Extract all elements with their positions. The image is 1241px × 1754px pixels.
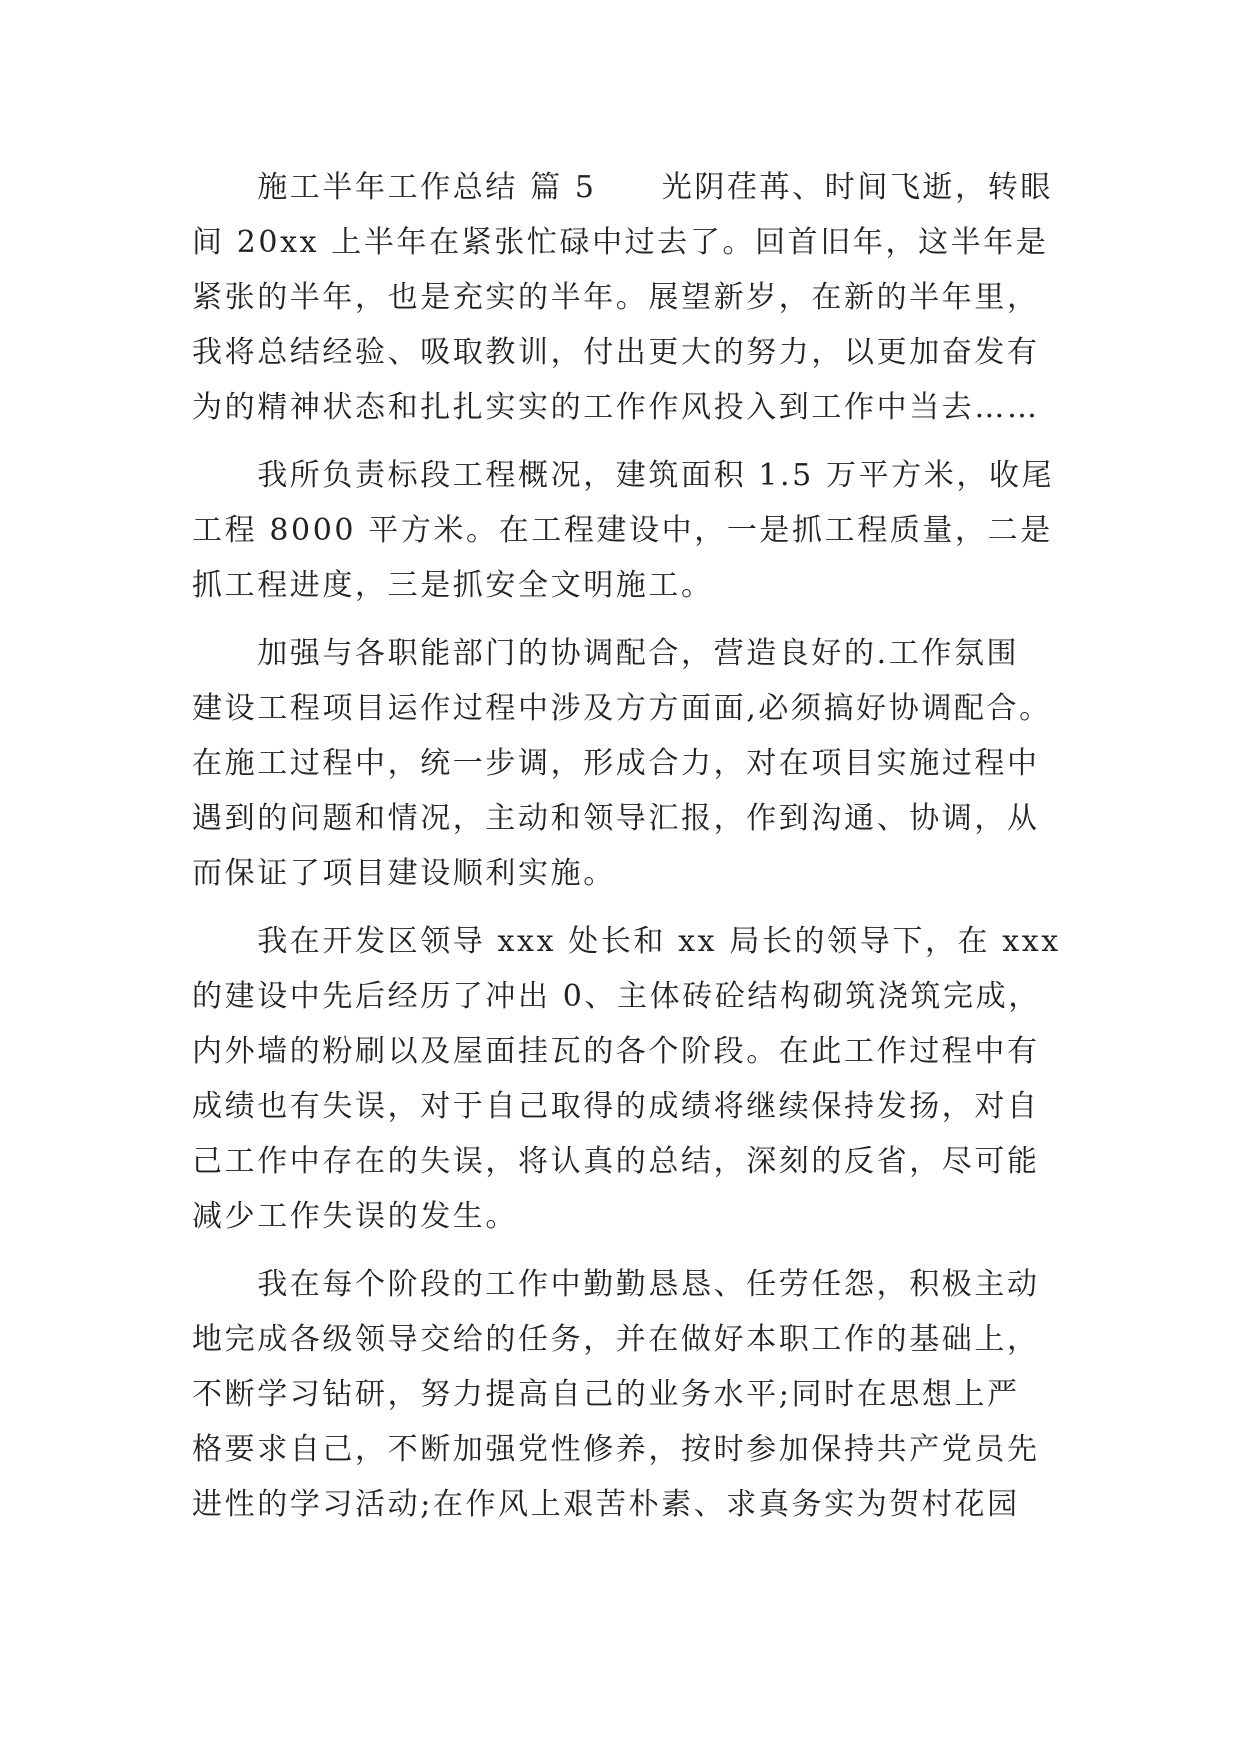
paragraph-3-line-4: 遇到的问题和情况，主动和领导汇报，作到沟通、协调，从 [192,801,1040,836]
paragraph-5-line-1: 我在每个阶段的工作中勤勤恳恳、任劳任怨，积极主动 [192,1267,1040,1302]
paragraph-4-line-6: 减少工作失误的发生。 [192,1199,518,1234]
paragraph-3-line-3: 在施工过程中，统一步调，形成合力，对在项目实施过程中 [192,746,1040,781]
paragraph-1-line-2: 间 20xx 上半年在紧张忙碌中过去了。回首旧年，这半年是 [192,225,1049,260]
paragraph-5-line-4: 格要求自己，不断加强党性修养，按时参加保持共产党员先 [192,1432,1040,1467]
paragraph-3-line-2: 建设工程项目运作过程中涉及方方面面,必须搞好协调配合。 [192,691,1052,726]
document-body [192,160,1061,1532]
paragraph-4-line-2: 的建设中先后经历了冲出 0、主体砖砼结构砌筑浇筑完成， [192,979,1041,1014]
paragraph-1-line-4: 我将总结经验、吸取教训，付出更大的努力，以更加奋发有 [192,335,1040,370]
paragraph-2-line-2: 工程 8000 平方米。在工程建设中，一是抓工程质量，二是 [192,513,1053,548]
paragraph-1-line-1: 施工半年工作总结 篇 5 光阴荏苒、时间飞逝，转眼 [192,170,1053,205]
paragraph-2-line-1: 我所负责标段工程概况，建筑面积 1.5 万平方米，收尾 [192,458,1055,493]
paragraph-3-line-5: 而保证了项目建设顺利实施。 [192,856,616,891]
paragraph-5-line-3: 不断学习钻研，努力提高自己的业务水平;同时在思想上严 [192,1377,1020,1412]
paragraph-5-line-2: 地完成各级领导交给的任务，并在做好本职工作的基础上， [192,1322,1040,1357]
paragraph-3-line-1: 加强与各职能部门的协调配合，营造良好的.工作氛围 [192,636,1020,671]
paragraph-5-line-5: 进性的学习活动;在作风上艰苦朴素、求真务实为贺村花园 [192,1487,1020,1522]
paragraph-4-line-3: 内外墙的粉刷以及屋面挂瓦的各个阶段。在此工作过程中有 [192,1034,1040,1069]
paragraph-4-line-4: 成绩也有失误，对于自己取得的成绩将继续保持发扬，对自 [192,1089,1040,1124]
paragraph-2-line-3: 抓工程进度，三是抓安全文明施工。 [192,568,714,603]
paragraph-4-line-1: 我在开发区领导 xxx 处长和 xx 局长的领导下，在 xxx [192,924,1061,959]
paragraph-1-line-5: 为的精神状态和扎扎实实的工作作风投入到工作中当去…… [192,390,1040,425]
paragraph-1-line-3: 紧张的半年，也是充实的半年。展望新岁，在新的半年里， [192,280,1040,315]
paragraph-4-line-5: 己工作中存在的失误，将认真的总结，深刻的反省，尽可能 [192,1144,1040,1179]
